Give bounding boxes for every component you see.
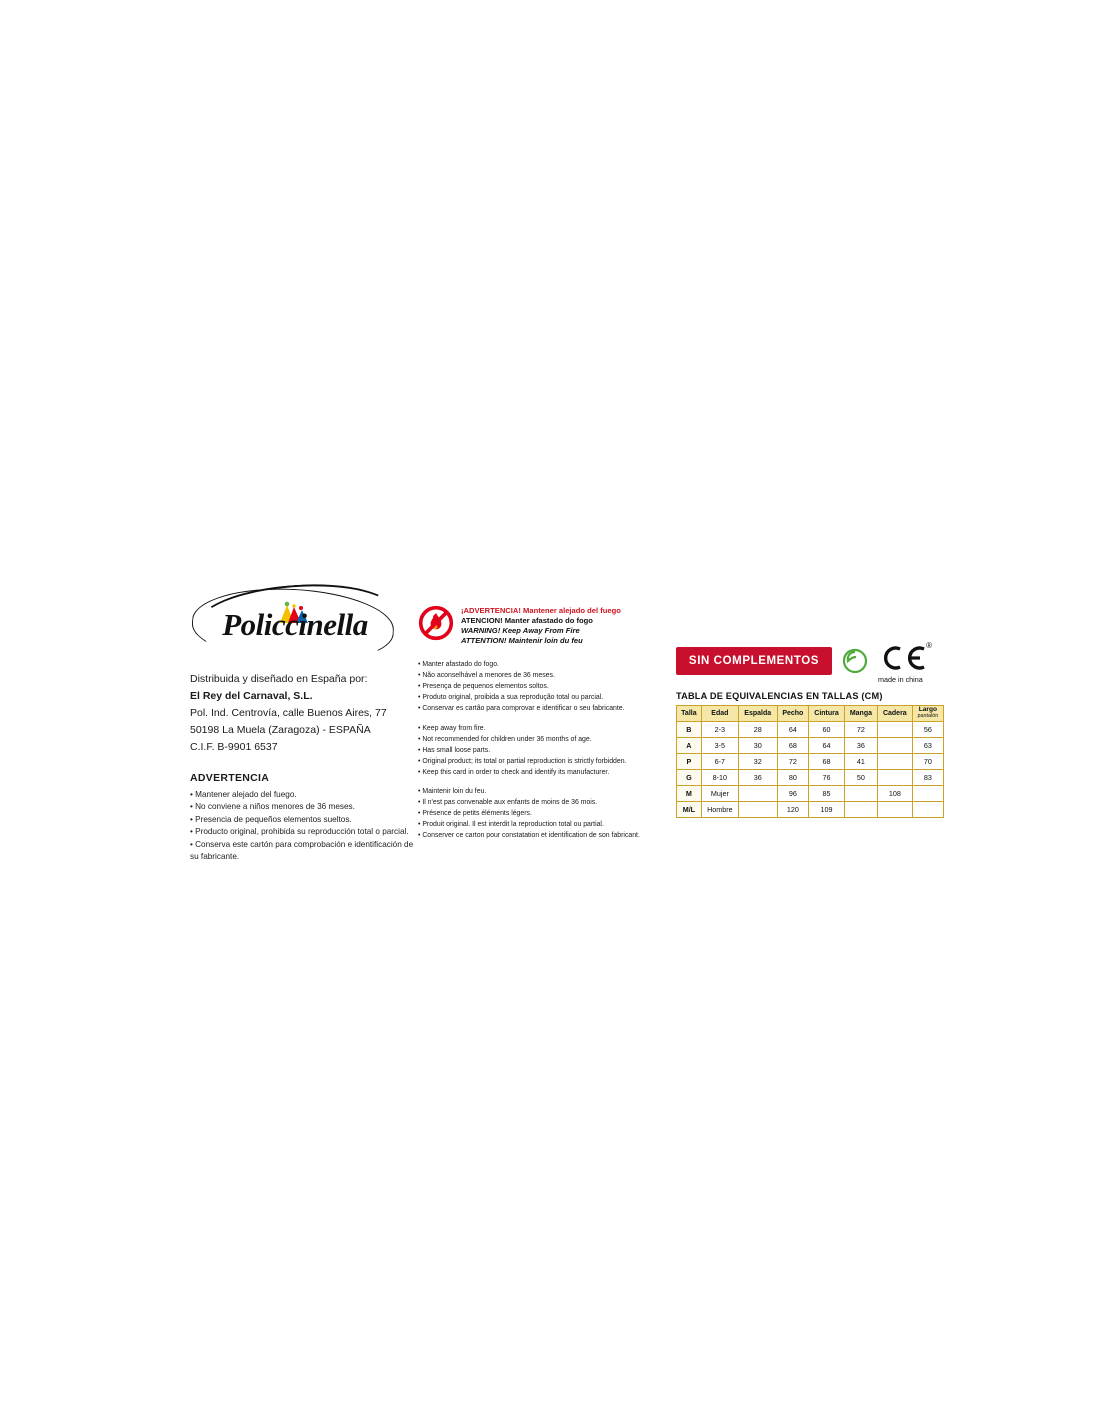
- brand-name: Policcinella: [222, 607, 368, 642]
- warning-item: • Presença de pequenos elementos soltos.: [418, 683, 549, 691]
- warning-item: • Il n'est pas convenable aux enfants de moins de 36 mois.: [418, 799, 598, 807]
- warning-list-pt: [418, 660, 658, 715]
- table-row: [677, 802, 944, 818]
- cell-cintura: 76: [809, 770, 845, 786]
- fire-warning-line-en: WARNING! Keep Away From Fire: [461, 626, 580, 636]
- green-dot-recycling-icon: [842, 648, 868, 674]
- fire-warning-line-pt: ATENCION! Manter afastado do fogo: [461, 616, 593, 626]
- cell-cintura: 60: [809, 722, 845, 738]
- warning-item: • Presencia de pequeños elementos sueltos.: [190, 814, 352, 824]
- warning-item: • Présence de petits éléments légers.: [418, 810, 532, 818]
- warning-item: • Producto original, prohibida su reproducción total o parcial.: [190, 827, 409, 837]
- cell-cadera: [877, 738, 912, 754]
- warning-item: • Not recommended for children under 36 months of age.: [418, 735, 592, 743]
- warning-item: • Conserver ce carton pour constatation et identification de son fabricant.: [418, 832, 640, 840]
- left-column: [190, 585, 420, 864]
- brand-logo: [190, 585, 400, 665]
- cell-edad: 8-10: [701, 770, 738, 786]
- size-table-header-row: [677, 706, 944, 722]
- warning-list-en: [418, 724, 658, 779]
- size-table-body: [677, 722, 944, 818]
- made-in-label: made in china: [878, 675, 923, 684]
- cell-cadera: [877, 770, 912, 786]
- fire-warning-line-fr: ATTENTION! Maintenir loin du feu: [461, 636, 583, 646]
- company-address-line1: Pol. Ind. Centrovía, calle Buenos Aires, 77: [190, 707, 387, 719]
- cell-cadera: [877, 722, 912, 738]
- company-intro: Distribuida y diseñado en España por:: [190, 673, 368, 685]
- cell-espalda: [738, 786, 777, 802]
- table-row: [677, 770, 944, 786]
- cell-espalda: 32: [738, 754, 777, 770]
- warning-item: • Produit original. Il est interdit la reproduction total ou partial.: [418, 821, 604, 829]
- company-address-line2: 50198 La Muela (Zaragoza) - ESPAÑA: [190, 724, 371, 736]
- registered-trademark-icon: ®: [926, 641, 932, 650]
- warning-item: • Mantener alejado del fuego.: [190, 790, 297, 799]
- cell-pecho: 80: [777, 770, 809, 786]
- no-fire-icon: [418, 605, 454, 641]
- cell-largo: [912, 786, 943, 802]
- col-manga: Manga: [844, 706, 877, 722]
- no-accessories-badge: [676, 647, 832, 675]
- cell-pecho: 68: [777, 738, 809, 754]
- warning-item: • Conserva este cartón para comprobación e identificación de su fabricante.: [190, 839, 414, 862]
- size-table-title: TABLA DE EQUIVALENCIAS EN TALLAS (CM): [676, 691, 883, 701]
- cell-cintura: 68: [809, 754, 845, 770]
- cell-talla: A: [677, 738, 702, 754]
- cell-espalda: 28: [738, 722, 777, 738]
- cell-pecho: 72: [777, 754, 809, 770]
- size-table-head: [677, 706, 944, 722]
- col-cintura: Cintura: [809, 706, 845, 722]
- col-largo-main: Largo: [918, 706, 938, 714]
- company-address: [190, 671, 420, 756]
- cell-edad: Hombre: [701, 802, 738, 818]
- ce-mark-icon: [878, 645, 930, 671]
- cell-talla: P: [677, 754, 702, 770]
- cell-cadera: [877, 802, 912, 818]
- table-row: [677, 738, 944, 754]
- col-cadera: Cadera: [877, 706, 912, 722]
- cell-pecho: 64: [777, 722, 809, 738]
- col-espalda: Espalda: [738, 706, 777, 722]
- cell-largo: [912, 802, 943, 818]
- cell-pecho: 96: [777, 786, 809, 802]
- table-row: [677, 786, 944, 802]
- cell-manga: [844, 786, 877, 802]
- company-tax-id: C.I.F. B-9901 6537: [190, 741, 278, 753]
- size-table: [676, 705, 944, 818]
- col-largo-sub: pantalón: [917, 713, 939, 720]
- cell-manga: 36: [844, 738, 877, 754]
- warning-item: • Has small loose parts.: [418, 746, 491, 754]
- badge-row: [676, 641, 956, 684]
- fire-warning-text: [461, 605, 621, 646]
- cell-manga: 41: [844, 754, 877, 770]
- cell-largo: 63: [912, 738, 943, 754]
- cell-talla: M/L: [677, 802, 702, 818]
- cell-edad: 3-5: [701, 738, 738, 754]
- warning-title-es: ADVERTENCIA: [190, 772, 270, 784]
- warning-item: • Não aconselhável a menores de 36 meses.: [418, 672, 555, 680]
- col-talla: Talla: [677, 706, 702, 722]
- cell-manga: 72: [844, 722, 877, 738]
- col-largo: [912, 706, 943, 722]
- cell-talla: G: [677, 770, 702, 786]
- table-row: [677, 722, 944, 738]
- warning-item: • Original product; its total or partial reproduction is strictly forbidden.: [418, 757, 627, 765]
- cell-cintura: 64: [809, 738, 845, 754]
- table-row: [677, 754, 944, 770]
- middle-column: [418, 605, 658, 842]
- cell-edad: 6-7: [701, 754, 738, 770]
- cell-cintura: 109: [809, 802, 845, 818]
- cell-espalda: [738, 802, 777, 818]
- cell-cadera: 108: [877, 786, 912, 802]
- cell-talla: B: [677, 722, 702, 738]
- warning-item: • Manter afastado do fogo.: [418, 661, 499, 669]
- right-column: [676, 641, 956, 818]
- cell-pecho: 120: [777, 802, 809, 818]
- ce-mark-block: [878, 641, 934, 684]
- cell-edad: Mujer: [701, 786, 738, 802]
- cell-manga: 50: [844, 770, 877, 786]
- warning-item: • Maintenir loin du feu.: [418, 788, 487, 796]
- cell-espalda: 30: [738, 738, 777, 754]
- warning-item: • Conservar es cartão para comprovar e identificar o seu fabricante.: [418, 705, 625, 712]
- cell-edad: 2-3: [701, 722, 738, 738]
- warning-item: • Keep away from fire.: [418, 724, 486, 732]
- cell-cintura: 85: [809, 786, 845, 802]
- col-edad: Edad: [701, 706, 738, 722]
- warning-list-fr: [418, 787, 658, 842]
- no-accessories-label: SIN COMPLEMENTOS: [688, 655, 820, 667]
- warning-list-es: [190, 789, 420, 864]
- fire-warning-block: [418, 605, 658, 646]
- cell-largo: 70: [912, 754, 943, 770]
- warning-item: • No conviene a niños menores de 36 meses.: [190, 802, 355, 812]
- warning-item: • Keep this card in order to check and identify its manufacturer.: [418, 768, 610, 776]
- cell-cadera: [877, 754, 912, 770]
- col-pecho: Pecho: [777, 706, 809, 722]
- cell-talla: M: [677, 786, 702, 802]
- cell-espalda: 36: [738, 770, 777, 786]
- fire-warning-line-es: ¡ADVERTENCIA! Mantener alejado del fuego: [461, 606, 621, 615]
- cell-largo: 83: [912, 770, 943, 786]
- company-name: El Rey del Carnaval, S.L.: [190, 690, 313, 702]
- cell-largo: 56: [912, 722, 943, 738]
- cell-manga: [844, 802, 877, 818]
- warning-item: • Produto original, proibida a sua reprodução total ou parcial.: [418, 694, 604, 702]
